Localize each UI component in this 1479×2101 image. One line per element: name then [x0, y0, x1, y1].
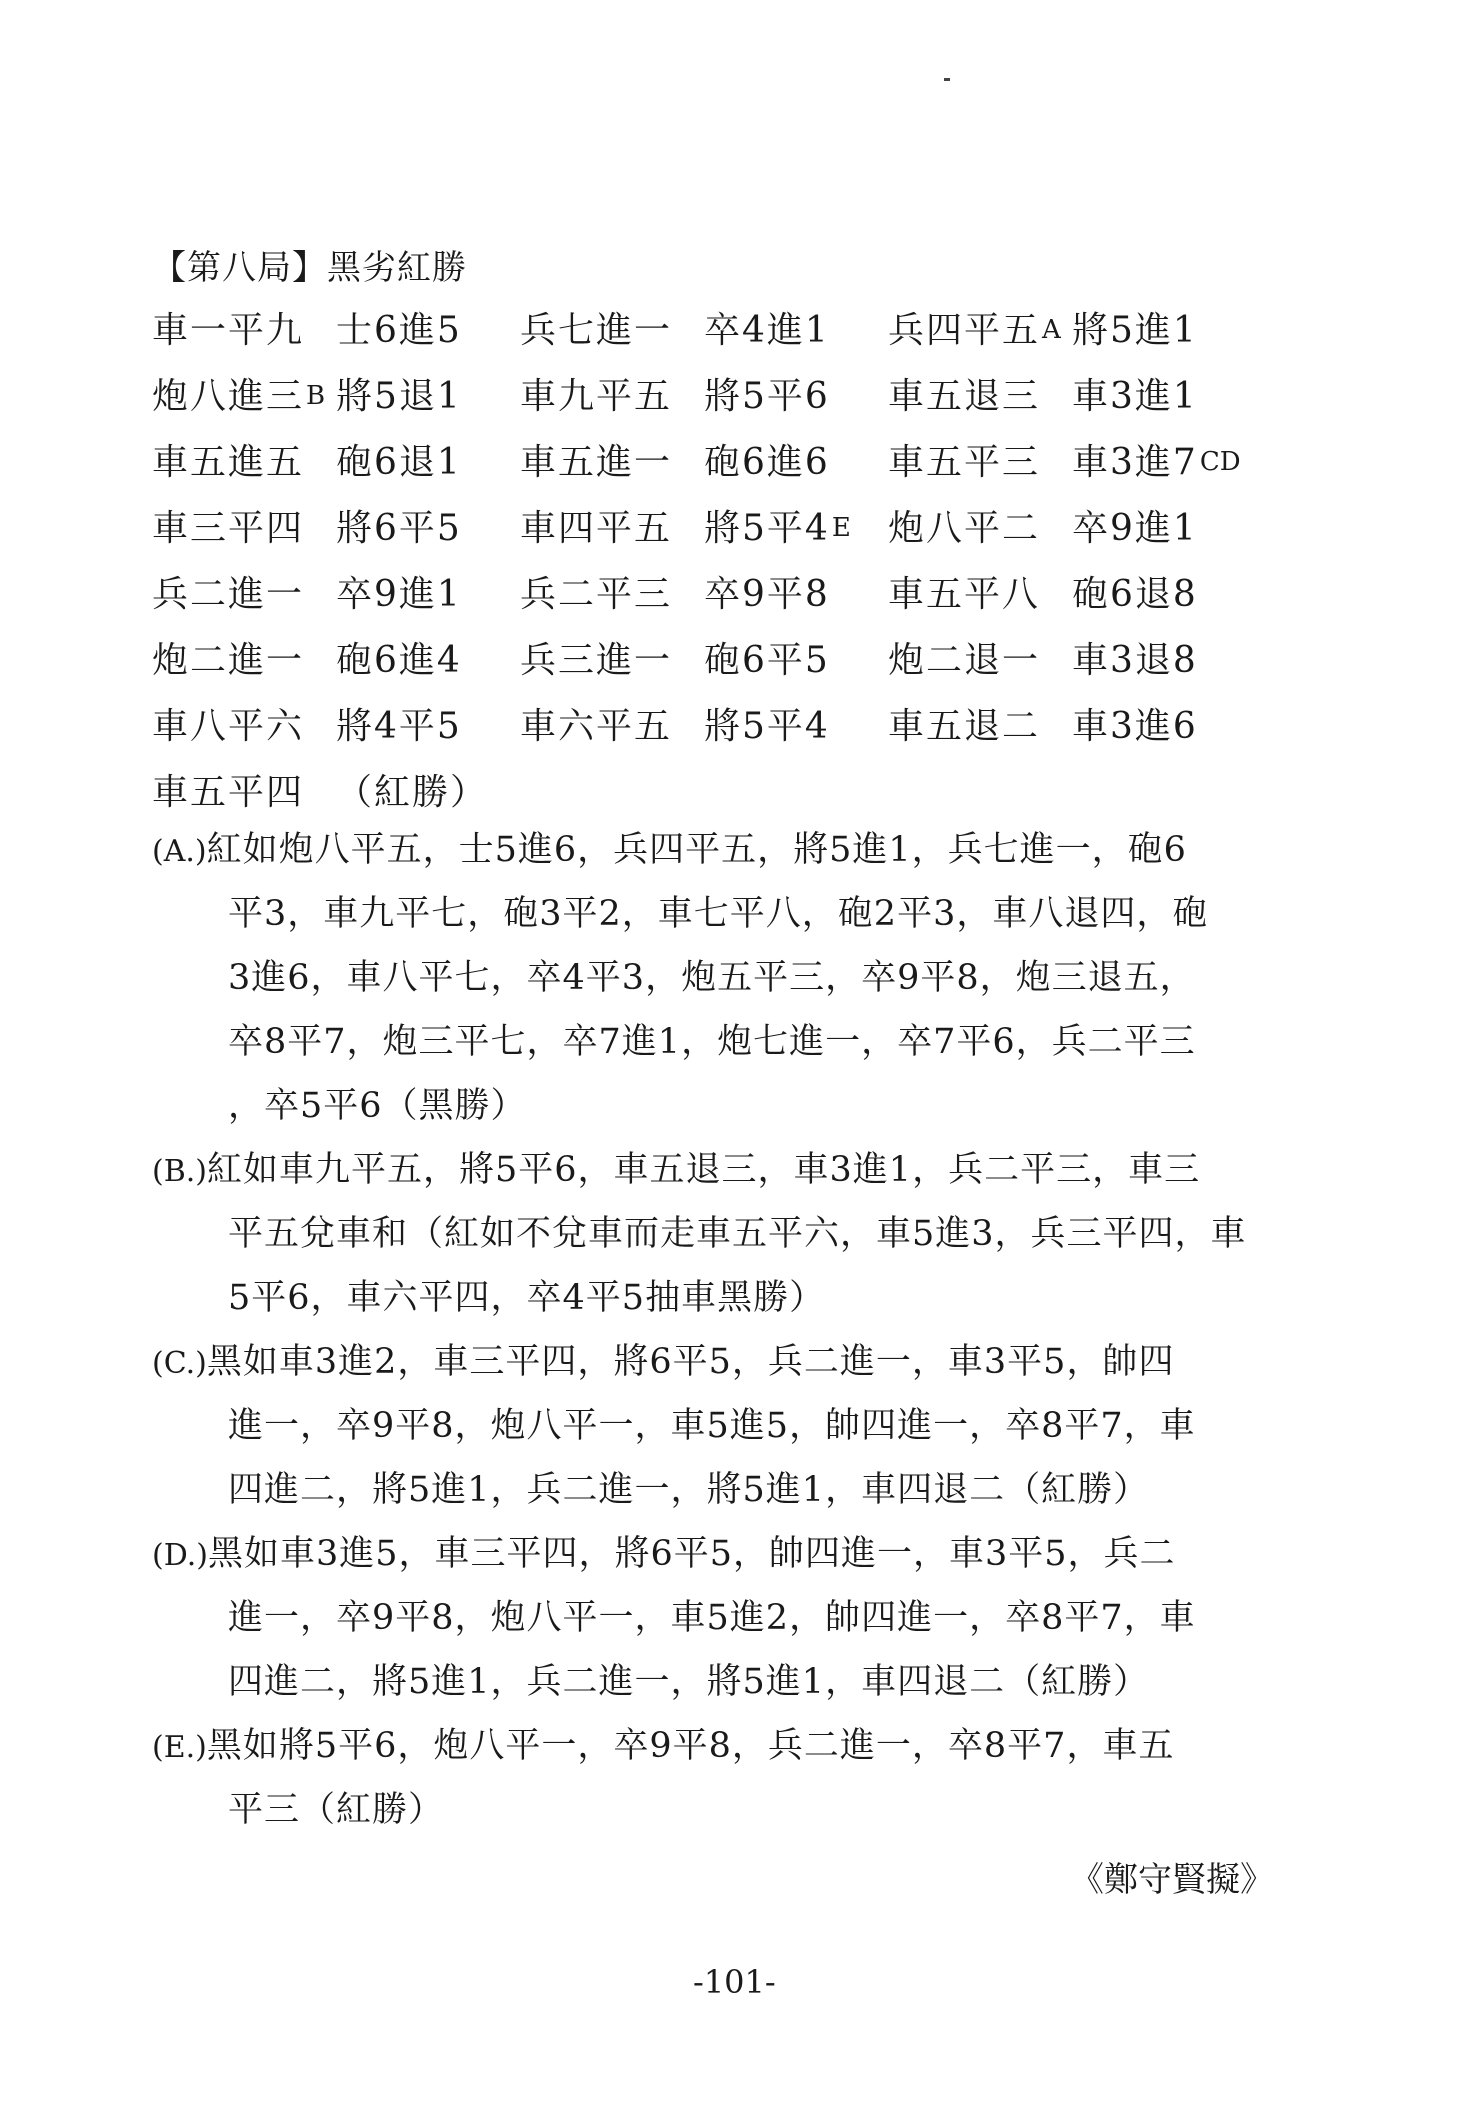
note-text: 黑如車3進5，車三平四，將6平5，帥四進一，車3平5，兵二 [207, 1534, 1176, 1574]
note-line [152, 1590, 1322, 1654]
game-title: 【第八局】黑劣紅勝 [152, 248, 467, 288]
move-cell [1072, 632, 1198, 683]
move-text: 將5平6 [704, 376, 830, 417]
note-text: 3進6，車八平七，卒4平3，炮五平三，卒9平8，炮三退五， [228, 958, 1196, 998]
move-cell [704, 368, 830, 419]
note-line [152, 1462, 1322, 1526]
move-text: 卒9進1 [336, 574, 462, 615]
move-cell [336, 698, 462, 749]
move-cell [1072, 566, 1198, 617]
move-cell [888, 434, 1040, 485]
move-cell [704, 632, 830, 683]
move-cell [888, 566, 1040, 617]
move-cell [336, 566, 462, 617]
note-text: 紅如炮八平五，士5進6，兵四平五，將5進1，兵七進一，砲6 [206, 830, 1187, 870]
move-text: 車三平四 [152, 508, 305, 549]
move-cell [336, 302, 462, 353]
move-text: 將5平4 [704, 706, 830, 747]
move-text: 卒9平8 [704, 574, 830, 615]
move-cell [336, 434, 462, 485]
page-number: -101- [693, 1963, 776, 2001]
move-cell [888, 302, 1061, 353]
move-text: 炮二退一 [888, 640, 1041, 681]
move-cell [704, 566, 830, 617]
move-text: 兵二進一 [152, 574, 305, 615]
move-text: 車五退三 [888, 376, 1041, 417]
move-cell [520, 500, 672, 551]
move-text: 車一平九 [152, 310, 305, 351]
move-text: 兵四平五 [888, 310, 1041, 351]
variation-note [152, 822, 1322, 1142]
move-cell [704, 302, 830, 353]
move-text: 砲6平5 [704, 640, 830, 681]
move-text: 車3進1 [1072, 376, 1198, 417]
move-cell [704, 698, 830, 749]
move-text: 將6平5 [336, 508, 462, 549]
note-text: 5平6，車六平四，卒4平5抽車黑勝） [228, 1278, 826, 1318]
move-cell [152, 434, 304, 485]
move-cell [520, 632, 672, 683]
move-text: 炮二進一 [152, 640, 305, 681]
move-text: 將4平5 [336, 706, 462, 747]
move-cell [520, 566, 672, 617]
move-cell [1072, 500, 1198, 551]
move-cell [152, 500, 304, 551]
variation-note [152, 1718, 1322, 1846]
move-text: 將5平4 [704, 508, 830, 549]
move-text: 將5進1 [1072, 310, 1198, 351]
variation-marker: B [306, 381, 326, 411]
move-cell [888, 698, 1040, 749]
note-label: (B.) [152, 1154, 207, 1189]
scan-speck [944, 78, 950, 81]
note-line [152, 1654, 1322, 1718]
note-text: 平五兌車和（紅如不兌車而走車五平六，車5進3，兵三平四，車 [228, 1214, 1247, 1254]
note-line [152, 822, 1322, 886]
variation-marker: E [831, 513, 851, 543]
move-cell [336, 500, 462, 551]
move-text: 車八平六 [152, 706, 305, 747]
move-cell [1072, 434, 1241, 485]
note-line [152, 1206, 1322, 1270]
note-label: (D.) [152, 1538, 208, 1573]
move-cell [704, 434, 830, 485]
move-text: 車五平三 [888, 442, 1041, 483]
variation-notes [152, 822, 1322, 1846]
note-text: 進一，卒9平8，炮八平一，車5進2，帥四進一，卒8平7，車 [228, 1598, 1196, 1638]
move-text: 車五退二 [888, 706, 1041, 747]
move-text: 車六平五 [520, 706, 673, 747]
author-credit: 《鄭守賢擬》 [1070, 1860, 1274, 1900]
move-cell [1072, 368, 1198, 419]
move-cell [152, 632, 304, 683]
move-text: 砲6退8 [1072, 574, 1198, 615]
move-cell [336, 632, 462, 683]
move-cell [152, 566, 304, 617]
move-text: 砲6退1 [336, 442, 462, 483]
variation-marker: CD [1199, 447, 1241, 477]
note-text: 黑如將5平6，炮八平一，卒9平8，兵二進一，卒8平7，車五 [206, 1726, 1175, 1766]
move-cell [152, 302, 304, 353]
move-cell [704, 500, 851, 551]
move-text: 車五平八 [888, 574, 1041, 615]
note-label: (E.) [152, 1730, 207, 1765]
move-text: 兵七進一 [520, 310, 673, 351]
move-text: 兵二平三 [520, 574, 673, 615]
note-text: 卒8平7，炮三平七，卒7進1，炮七進一，卒7平6，兵二平三 [228, 1022, 1196, 1062]
move-text: 卒4進1 [704, 310, 830, 351]
note-line [152, 1142, 1322, 1206]
move-text: 車四平五 [520, 508, 673, 549]
note-text: 平三（紅勝） [228, 1790, 445, 1830]
variation-marker: A [1042, 315, 1061, 345]
note-line [152, 1398, 1322, 1462]
variation-note [152, 1142, 1322, 1334]
move-cell [520, 302, 672, 353]
note-label: (A.) [152, 834, 207, 869]
note-text: 紅如車九平五，將5平6，車五退三，車3進1，兵二平三，車三 [207, 1150, 1201, 1190]
move-cell [152, 368, 325, 419]
note-line [152, 1526, 1322, 1590]
move-cell [520, 698, 672, 749]
move-cell [888, 632, 1040, 683]
move-text: 砲6進6 [704, 442, 830, 483]
note-line [152, 1270, 1322, 1334]
move-text: 車九平五 [520, 376, 673, 417]
move-cell [336, 764, 488, 815]
move-text: 炮八平二 [888, 508, 1041, 549]
note-text: 進一，卒9平8，炮八平一，車5進5，帥四進一，卒8平7，車 [228, 1406, 1196, 1446]
note-text: ，卒5平6（黑勝） [228, 1086, 527, 1126]
note-line [152, 1014, 1322, 1078]
move-text: 車五平四 [152, 772, 305, 813]
move-cell [888, 500, 1040, 551]
move-text: 車3退8 [1072, 640, 1198, 681]
move-text: （紅勝） [336, 772, 489, 813]
note-line [152, 950, 1322, 1014]
note-line [152, 1718, 1322, 1782]
move-text: 卒9進1 [1072, 508, 1198, 549]
move-cell [520, 368, 672, 419]
move-text: 士6進5 [336, 310, 462, 351]
move-text: 車3進6 [1072, 706, 1198, 747]
move-cell [888, 368, 1040, 419]
move-cell [1072, 302, 1198, 353]
move-text: 車3進7 [1072, 442, 1198, 483]
move-text: 砲6進4 [336, 640, 462, 681]
move-text: 炮八進三 [152, 376, 305, 417]
note-line [152, 1078, 1322, 1142]
move-text: 兵三進一 [520, 640, 673, 681]
move-cell [336, 368, 462, 419]
note-line [152, 1334, 1322, 1398]
note-text: 黑如車3進2，車三平四，將6平5，兵二進一，車3平5，帥四 [206, 1342, 1175, 1382]
variation-note [152, 1526, 1322, 1718]
move-cell [1072, 698, 1198, 749]
note-label: (C.) [152, 1346, 207, 1381]
move-text: 車五進五 [152, 442, 305, 483]
note-text: 平3，車九平七，砲3平2，車七平八，砲2平3，車八退四，砲 [228, 894, 1209, 934]
move-text: 將5退1 [336, 376, 462, 417]
move-cell [152, 698, 304, 749]
note-text: 四進二，將5進1，兵二進一，將5進1，車四退二（紅勝） [228, 1662, 1150, 1702]
note-line [152, 1782, 1322, 1846]
variation-note [152, 1334, 1322, 1526]
move-cell [152, 764, 304, 815]
note-text: 四進二，將5進1，兵二進一，將5進1，車四退二（紅勝） [228, 1470, 1150, 1510]
note-line [152, 886, 1322, 950]
move-text: 車五進一 [520, 442, 673, 483]
move-cell [520, 434, 672, 485]
